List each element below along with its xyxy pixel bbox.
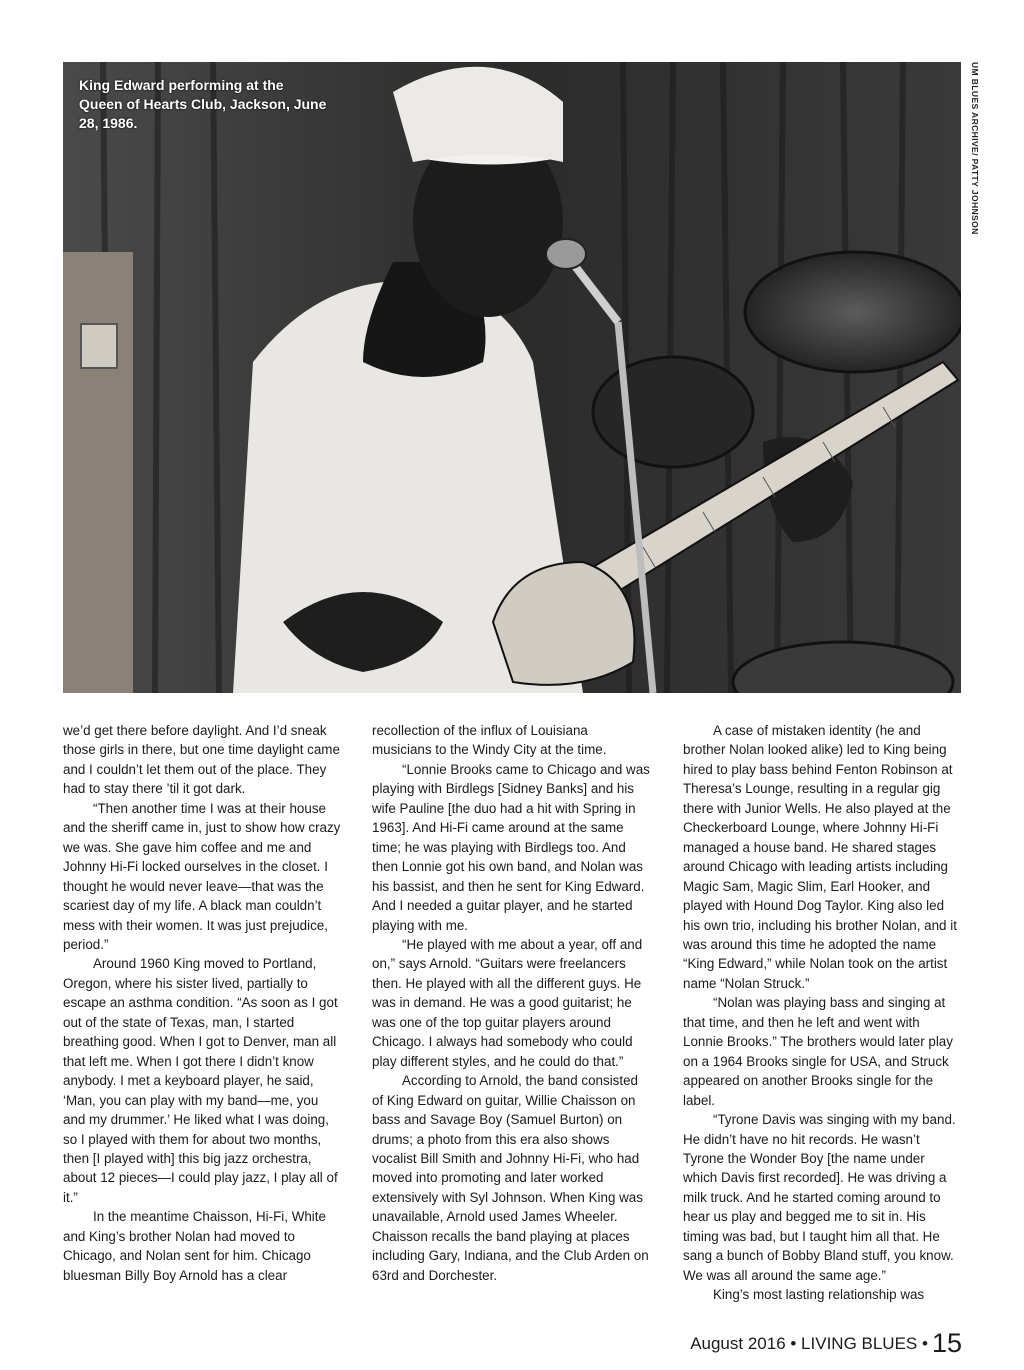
article-paragraph: “Tyrone Davis was singing with my band. He didn’t have no hit records. He wasn’t Tyrone the Wonder Boy [the name under which Davis first recorded]. He was driving a milk truck. And he started coming around to hear us play and begged me to sit in. His timing was bad, but I taught him all that. He sang a bunch of Bobby Bland stuff, you know. We was all around the same age.” xyxy=(683,1112,956,1283)
article-paragraph: A case of mistaken identity (he and brother Nolan looked alike) led to King being hired to play bass behind Fenton Robinson at Theresa’s Lounge, resulting in a regular gig there with Junior Wells. He also played at the Checkerboard Lounge, where Johnny Hi-Fi managed a house band. He shared stages around Chicago with leading artists including Magic Sam, Magic Slim, Earl Hooker, and played with Hound Dog Taylor. King also led his own trio, including his brother Nolan, and it was around this time he adopted the name “King Edward,” while Nolan took on the artist name “Nolan Struck.” xyxy=(683,723,957,991)
page-number: 15 xyxy=(931,1328,962,1358)
photo-credit xyxy=(970,62,980,322)
performance-photo xyxy=(63,62,961,693)
article-paragraph: “Nolan was playing bass and singing at that time, and then he left and went with Lonnie Brooks.” The brothers would later play on a 1964 Brooks single for USA, and Struck appeared on another Brooks single for the label. xyxy=(683,995,953,1108)
article-paragraph: we’d get there before daylight. And I’d sneak those girls in there, but one time daylight came and I couldn’t let them out of the place. They had to stay there ’til it got dark. xyxy=(63,723,340,797)
article-paragraph: In the meantime Chaisson, Hi-Fi, White and King’s brother Nolan had moved to Chicago, and Nolan sent for him. Chicago bluesman Billy Boy Arnold has a clear xyxy=(63,1209,326,1283)
photo-credit-text: UM BLUES ARCHIVE/ PATTY JOHNSON xyxy=(970,62,980,235)
article-paragraph: “Lonnie Brooks came to Chicago and was playing with Birdlegs [Sidney Banks] and his wife Pauline [the duo had a hit with Spring in 1963]. And Hi-Fi came around at the same time; he was playing with Birdlegs too. And then Lonnie got his own band, and Nolan was his bassist, and then he sent for King Edward. And I needed a guitar player, and he started playing with me. xyxy=(372,761,650,933)
text-column-1 xyxy=(63,721,341,1285)
article-paragraph: King’s most lasting relationship was xyxy=(713,1287,925,1303)
article-paragraph: Around 1960 King moved to Portland, Oregon, where his sister lived, partially to escape an asthma condition. “As soon as I got out of the state of Texas, man, I started breathing good. When I got to Denver, man all that left me. When I got there I didn’t know anybody. I met a keyboard player, he said, ‘Man, you can play with my band—me, you and my drummer.’ He liked what I was doing, so I played with them for about two months, then [I played with] this big jazz orchestra, about 12 pieces—I could play jazz, I play all of it.” xyxy=(63,956,338,1205)
article-paragraph: recollection of the influx of Louisiana musicians to the Windy City at the time. xyxy=(372,723,607,758)
article-paragraph: “Then another time I was at their house and the sheriff came in, just to show how crazy we was. She gave him coffee and me and Johnny Hi-Fi locked ourselves in the closet. I thought he would never leave—that was the scariest day of my life. A black man couldn’t mess with their women. It was just prejudice, period.” xyxy=(63,800,341,952)
issue-label: August 2016 • LIVING BLUES • xyxy=(690,1334,928,1353)
page-footer xyxy=(690,1328,962,1359)
text-column-2 xyxy=(372,721,650,1285)
photo-caption: King Edward performing at the Queen of Hearts Club, Jackson, June 28, 1986. xyxy=(79,77,327,131)
article-paragraph: “He played with me about a year, off and on,” says Arnold. “Guitars were freelancers then. He played with all the different guys. He was in demand. He was a good guitarist; he was one of the top guitar players around Chicago. I always had somebody who could play different styles, and he could do that.” xyxy=(372,936,643,1069)
article-paragraph: According to Arnold, the band consisted of King Edward on guitar, Willie Chaisson on bass and Savage Boy (Samuel Burton) on drums; a photo from this era also shows vocalist Bill Smith and Johnny Hi-Fi, who had moved into promoting and later worked extensively with Syl Johnson. When King was unavailable, Arnold used James Wheeler. Chaisson recalls the band playing at places including Gary, Indiana, and the Club Arden on 63rd and Dorchester. xyxy=(372,1073,649,1283)
photo-illustration xyxy=(63,62,961,693)
text-column-3 xyxy=(683,721,961,1305)
